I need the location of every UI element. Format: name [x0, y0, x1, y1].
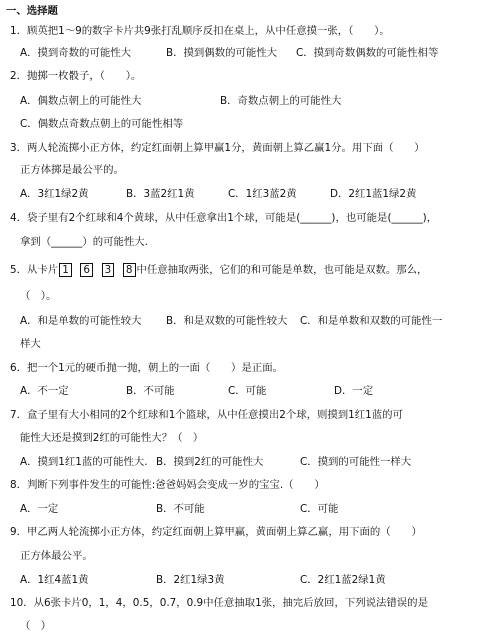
question-5-prefix: 5．从卡片 [10, 264, 59, 276]
question-9-stem-line1: 9．甲乙两人轮流掷小正方体，约定红面朝上算甲赢，黄面朝上算乙赢，用下面的（ ） [10, 526, 422, 538]
question-3-option-d[interactable]: D．2红1蓝1绿2黄 [330, 188, 417, 200]
question-2-option-b[interactable]: B．奇数点朝上的可能性大 [220, 95, 342, 107]
section-title: 一、选择题 [6, 5, 58, 17]
question-8-option-a[interactable]: A．一定 [20, 503, 59, 515]
question-6-option-b[interactable]: B．不可能 [126, 385, 175, 397]
question-1-option-b[interactable]: B．摸到偶数的可能性大 [166, 47, 278, 59]
card-3: 3 [102, 263, 115, 277]
question-3-option-b[interactable]: B．3蓝2红1黄 [126, 188, 195, 200]
question-8-stem: 8．判断下列事件发生的可能性:爸爸妈妈会变成一岁的宝宝.（ ） [10, 479, 325, 491]
question-10-stem-line1: 10．从6张卡片0，1，4，0.5，0.7，0.9中任意抽取1张，抽完后放回，下列说法错误的是 [10, 597, 428, 609]
question-9-option-b[interactable]: B．2红1绿3黄 [156, 574, 225, 586]
question-7-option-b[interactable]: B．摸到2红的可能性大 [156, 456, 264, 468]
question-8-option-b[interactable]: B．不可能 [156, 503, 205, 515]
question-7-stem-line2: 能性大还是摸到2红的可能性大？（ ） [20, 432, 204, 444]
question-6-stem: 6．把一个1元的硬币抛一抛，朝上的一面（ ）是正面。 [10, 362, 283, 374]
question-8-option-c[interactable]: C．可能 [300, 503, 339, 515]
question-3-stem-line1: 3．两人轮流掷小正方体，约定红面朝上算甲赢1分，黄面朝上算乙赢1分。用下面（ ） [10, 142, 425, 154]
question-7-option-c[interactable]: C．摸到的可能性一样大 [300, 456, 412, 468]
question-1-option-c[interactable]: C．摸到奇数偶数的可能性相等 [296, 47, 439, 59]
card-6: 6 [80, 263, 93, 277]
question-6-option-c[interactable]: C．可能 [228, 385, 267, 397]
question-1-option-a[interactable]: A．摸到奇数的可能性大 [20, 47, 132, 59]
question-3-stem-line2: 正方体掷是最公平的。 [20, 164, 124, 176]
question-4-stem-line1: 4．袋子里有2个红球和4个黄球，从中任意拿出1个球，可能是(______)，也可能是(______)， [10, 212, 438, 224]
question-4-stem-line2: 拿到（______）的可能性大. [20, 236, 148, 248]
question-9-option-c[interactable]: C．2红1蓝2绿1黄 [300, 574, 386, 586]
question-5-stem-line1 [10, 263, 427, 277]
question-5-option-c[interactable]: C．和是单数和双数的可能性一 [300, 315, 443, 327]
question-7-stem-line1: 7．盒子里有大小相同的2个红球和1个篮球，从中任意摸出2个球，则摸到1红1蓝的可 [10, 409, 403, 421]
question-10-stem-line2: （ ） [20, 620, 52, 632]
question-1-stem: 1．顾英把1～9的数字卡片共9张打乱顺序反扣在桌上，从中任意摸一张，（ ）。 [10, 25, 390, 37]
question-3-option-a[interactable]: A．3红1绿2黄 [20, 188, 89, 200]
question-5-stem-line2: （ ）。 [20, 290, 57, 302]
question-3-option-c[interactable]: C．1红3蓝2黄 [228, 188, 297, 200]
question-9-option-a[interactable]: A．1红4蓝1黄 [20, 574, 89, 586]
question-6-option-d[interactable]: D．一定 [334, 385, 374, 397]
question-6-option-a[interactable]: A．不一定 [20, 385, 69, 397]
card-8: 8 [123, 263, 136, 277]
question-9-stem-line2: 正方体最公平。 [20, 550, 93, 562]
question-5-option-b[interactable]: B．和是双数的可能性较大 [166, 315, 288, 327]
question-5-suffix: 中任意抽取两张，它们的和可能是单数，也可能是双数。那么， [136, 264, 428, 276]
question-2-option-a[interactable]: A．偶数点朝上的可能性大 [20, 95, 142, 107]
question-7-option-a[interactable]: A．摸到1红1蓝的可能性大. [20, 456, 148, 468]
question-2-option-c[interactable]: C．偶数点奇数点朝上的可能性相等 [20, 118, 184, 130]
question-2-stem: 2．抛掷一枚骰子，（ ）。 [10, 70, 142, 82]
card-1: 1 [59, 263, 72, 277]
question-5-option-a[interactable]: A．和是单数的可能性较大 [20, 315, 142, 327]
question-5-option-c-cont: 样大 [20, 338, 41, 350]
